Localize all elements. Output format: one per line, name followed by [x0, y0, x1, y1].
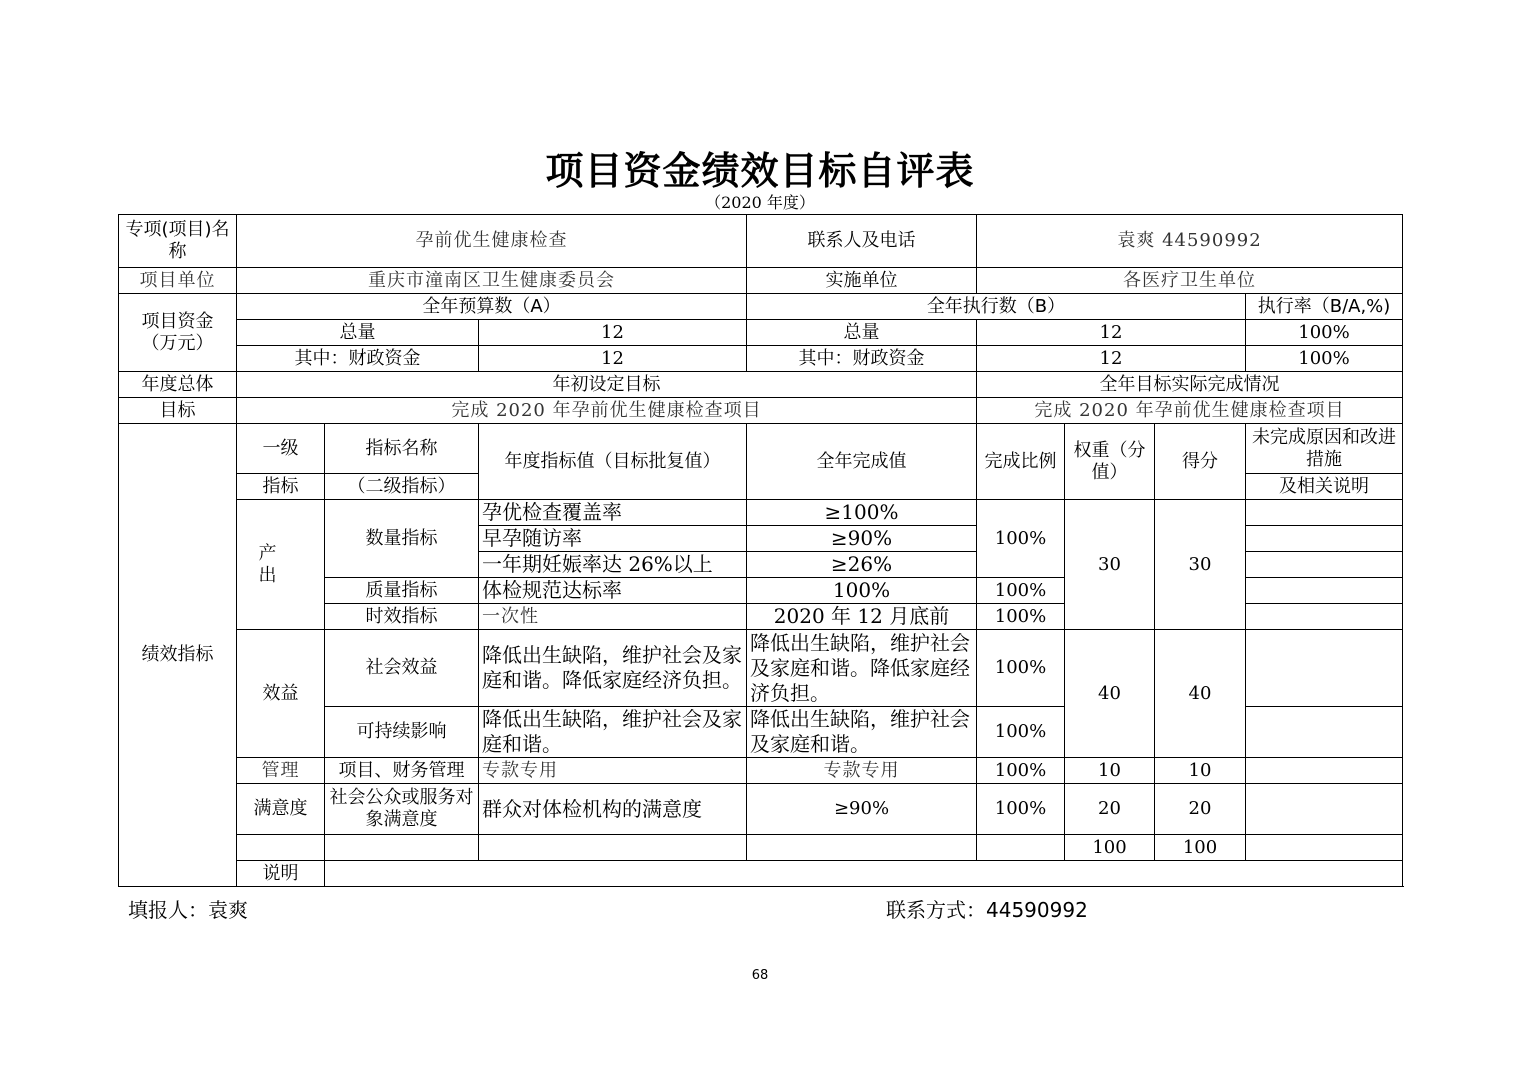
mgmt-weight: 10 — [1065, 758, 1155, 784]
funds-label — [119, 294, 237, 372]
quality-actual: 100% — [747, 578, 977, 604]
q3-target: 一年期妊娠率达 26%以上 — [479, 552, 747, 578]
budget-header: 全年预算数（A） — [237, 294, 747, 320]
total-exec: 12 — [977, 320, 1246, 346]
total-weight: 100 — [1065, 835, 1155, 861]
overall-actual-value: 完成 2020 年孕前优生健康检查项目 — [977, 398, 1403, 424]
fiscal-budget: 12 — [479, 346, 747, 372]
overall-set-value: 完成 2020 年孕前优生健康检查项目 — [237, 398, 977, 424]
total-rate: 100% — [1246, 320, 1403, 346]
sustain-actual: 降低出生缺陷，维护社会及家庭和谐。 — [747, 707, 977, 758]
total-blank-2 — [325, 835, 479, 861]
q3-actual: ≥26% — [747, 552, 977, 578]
sat-score: 20 — [1155, 784, 1246, 835]
q2-actual: ≥90% — [747, 526, 977, 552]
overall-label-line2: 目标 — [119, 398, 237, 424]
time-actual: 2020 年 12 月底前 — [747, 604, 977, 630]
funds-label-line2: （万元） — [141, 332, 214, 354]
q2-reason — [1246, 526, 1403, 552]
mgmt-ratio: 100% — [977, 758, 1065, 784]
sustain-label: 可持续影响 — [325, 707, 479, 758]
impl-unit-value: 各医疗卫生单位 — [977, 268, 1403, 294]
social-ratio: 100% — [977, 630, 1065, 707]
mgmt-actual: 专款专用 — [747, 758, 977, 784]
total-budget: 12 — [479, 320, 747, 346]
total-blank-3 — [479, 835, 747, 861]
social-label: 社会效益 — [325, 630, 479, 707]
quantity-ratio: 100% — [977, 500, 1065, 578]
page-subtitle: （2020 年度） — [705, 193, 815, 212]
total-exec-label: 总量 — [747, 320, 977, 346]
fiscal-exec-label: 其中：财政资金 — [747, 346, 977, 372]
mgmt-target: 专款专用 — [479, 758, 747, 784]
project-name-value: 孕前优生健康检查 — [237, 215, 747, 268]
target-header: 年度指标值（目标批复值） — [479, 424, 747, 500]
q3-reason — [1246, 552, 1403, 578]
overall-label-line1: 年度总体 — [119, 372, 237, 398]
total-blank-5 — [977, 835, 1065, 861]
project-name-label: 专项(项目)名称 — [119, 215, 237, 268]
exec-header: 全年执行数（B） — [747, 294, 1246, 320]
quality-reason — [1246, 578, 1403, 604]
overall-set-header: 年初设定目标 — [237, 372, 977, 398]
sat-reason — [1246, 784, 1403, 835]
project-unit-value: 重庆市潼南区卫生健康委员会 — [237, 268, 747, 294]
total-blank-6 — [1246, 835, 1403, 861]
funds-label-line1: 项目资金 — [141, 310, 214, 332]
quality-label: 质量指标 — [325, 578, 479, 604]
page-number: 68 — [751, 968, 769, 983]
sustain-reason — [1246, 707, 1403, 758]
sat-label: 满意度 — [237, 784, 325, 835]
contact-value: 袁爽 44590992 — [977, 215, 1403, 268]
sat-name: 社会公众或服务对象满意度 — [325, 784, 479, 835]
fiscal-exec: 12 — [977, 346, 1246, 372]
rate-header: 执行率（B/A,%) — [1246, 294, 1403, 320]
overall-actual-header: 全年目标实际完成情况 — [977, 372, 1403, 398]
mgmt-score: 10 — [1155, 758, 1246, 784]
q1-reason — [1246, 500, 1403, 526]
time-ratio: 100% — [977, 604, 1065, 630]
sustain-ratio: 100% — [977, 707, 1065, 758]
fiscal-rate: 100% — [1246, 346, 1403, 372]
filler-info: 填报人：袁爽 — [128, 898, 248, 922]
benefit-weight: 40 — [1065, 630, 1155, 758]
name-header-a: 指标名称 — [325, 424, 479, 474]
note-value — [325, 861, 1403, 887]
output-score: 30 — [1155, 500, 1246, 630]
time-target: 一次性 — [479, 604, 747, 630]
ratio-header: 完成比例 — [977, 424, 1065, 500]
time-reason — [1246, 604, 1403, 630]
sat-actual: ≥90% — [747, 784, 977, 835]
mgmt-name: 项目、财务管理 — [325, 758, 479, 784]
project-unit-label: 项目单位 — [119, 268, 237, 294]
sat-ratio: 100% — [977, 784, 1065, 835]
perf-section-label: 绩效指标 — [119, 424, 237, 887]
quantity-label: 数量指标 — [325, 500, 479, 578]
quality-ratio: 100% — [977, 578, 1065, 604]
q2-target: 早孕随访率 — [479, 526, 747, 552]
q1-target: 孕优检查覆盖率 — [479, 500, 747, 526]
total-blank-4 — [747, 835, 977, 861]
contact-label: 联系人及电话 — [747, 215, 977, 268]
note-label: 说明 — [237, 861, 325, 887]
fiscal-label: 其中：财政资金 — [237, 346, 479, 372]
social-target: 降低出生缺陷，维护社会及家庭和谐。降低家庭经济负担。 — [479, 630, 747, 707]
name-header-b: （二级指标） — [325, 474, 479, 500]
contact-info: 联系方式：44590992 — [886, 898, 1088, 922]
weight-header: 权重（分值） — [1065, 424, 1155, 500]
level1-header-b: 指标 — [237, 474, 325, 500]
benefit-label: 效益 — [237, 630, 325, 758]
evaluation-table — [118, 214, 1403, 887]
actual-header: 全年完成值 — [747, 424, 977, 500]
total-score: 100 — [1155, 835, 1246, 861]
page-title: 项目资金绩效目标自评表 — [545, 148, 975, 193]
mgmt-label: 管理 — [237, 758, 325, 784]
q1-actual: ≥100% — [747, 500, 977, 526]
output-weight: 30 — [1065, 500, 1155, 630]
impl-unit-label: 实施单位 — [747, 268, 977, 294]
output-label — [237, 500, 325, 630]
mgmt-reason — [1246, 758, 1403, 784]
social-reason — [1246, 630, 1403, 707]
reason-header-b: 及相关说明 — [1246, 474, 1403, 500]
level1-header-a: 一级 — [237, 424, 325, 474]
benefit-score: 40 — [1155, 630, 1246, 758]
sat-target: 群众对体检机构的满意度 — [479, 784, 747, 835]
sat-weight: 20 — [1065, 784, 1155, 835]
total-label: 总量 — [237, 320, 479, 346]
reason-header-a: 未完成原因和改进措施 — [1246, 424, 1403, 474]
total-blank-1 — [237, 835, 325, 861]
score-header: 得分 — [1155, 424, 1246, 500]
sustain-target: 降低出生缺陷，维护社会及家庭和谐。 — [479, 707, 747, 758]
quality-target: 体检规范达标率 — [479, 578, 747, 604]
social-actual: 降低出生缺陷，维护社会及家庭和谐。降低家庭经济负担。 — [747, 630, 977, 707]
output-label-text: 产 出 — [258, 542, 303, 586]
time-label: 时效指标 — [325, 604, 479, 630]
